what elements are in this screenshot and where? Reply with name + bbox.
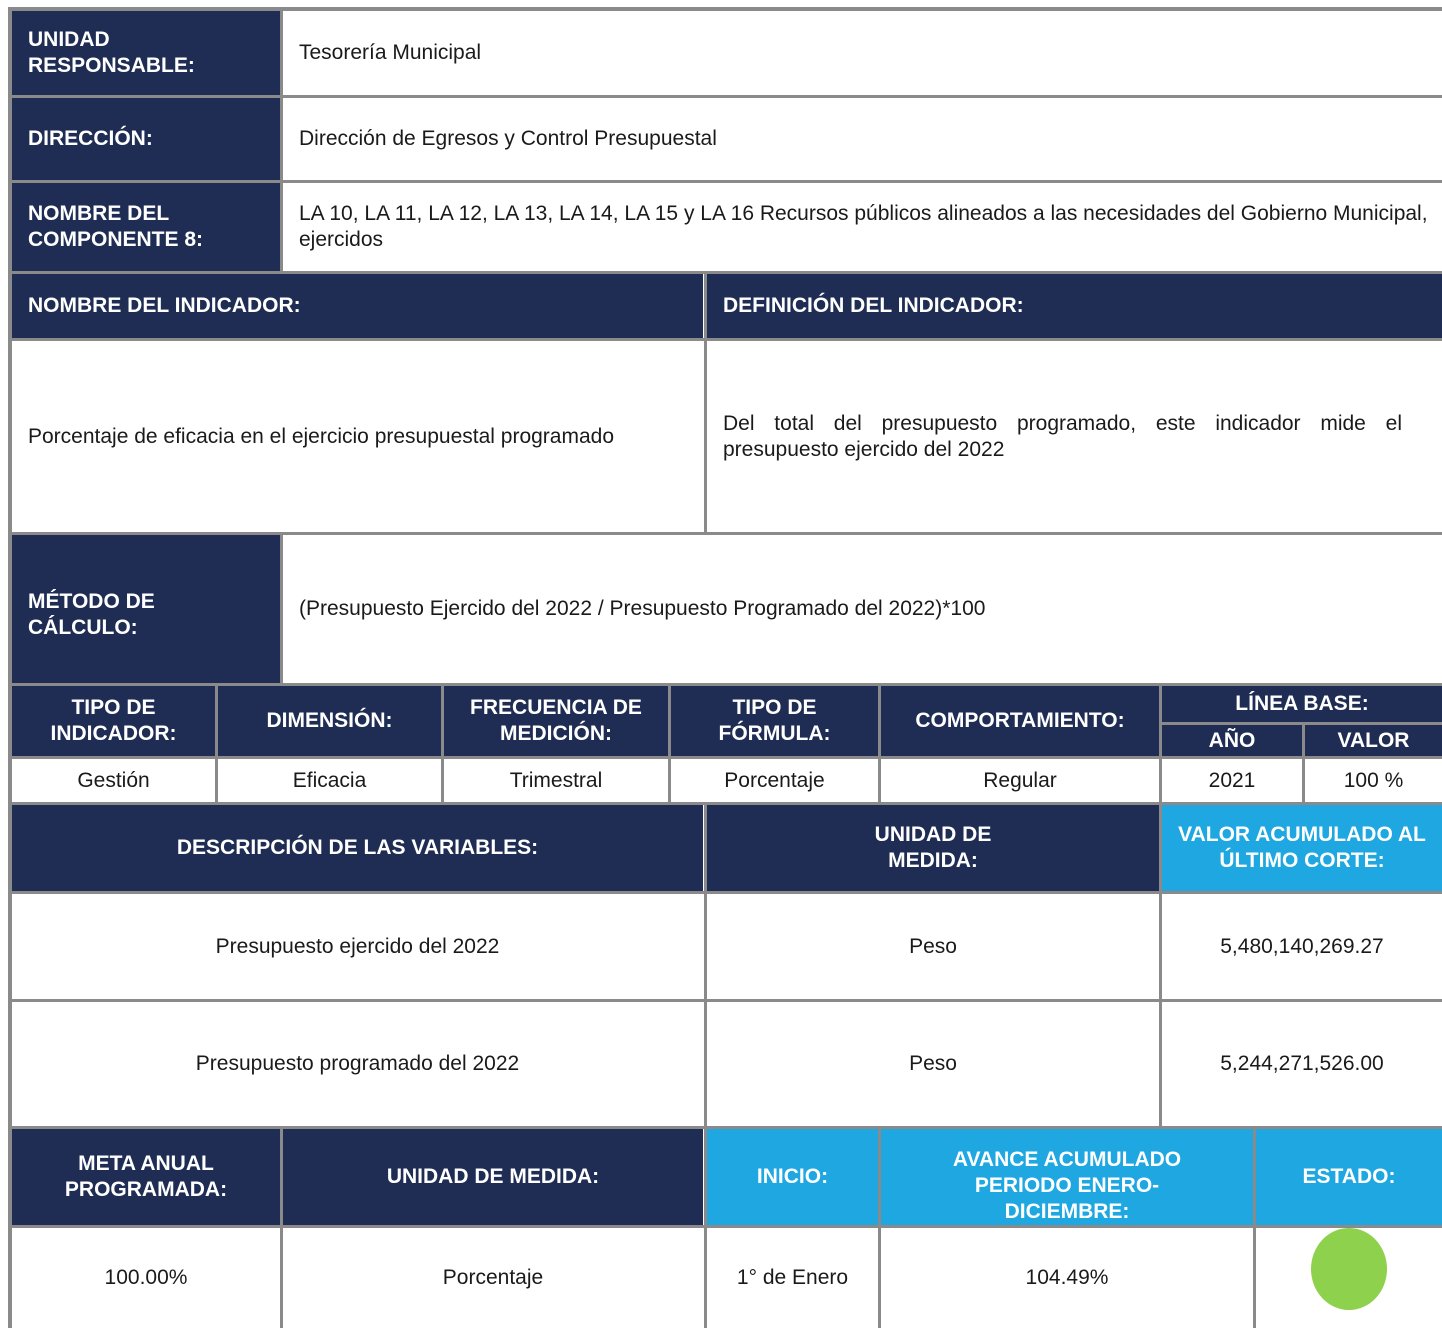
avance-acumulado-value — [881, 1228, 1253, 1328]
estado-header-text: ESTADO: — [1302, 1165, 1396, 1188]
grid-line — [8, 802, 1442, 805]
descripcion-variables-header-text: DESCRIPCIÓN DE LAS VARIABLES: — [176, 836, 539, 859]
variable-row-2-valor — [1162, 1002, 1442, 1126]
definicion-indicador-value — [707, 341, 1442, 532]
grid-line — [280, 1126, 283, 1328]
indicator-sheet — [8, 7, 1442, 1328]
grid-line — [1302, 722, 1305, 802]
unidad-medida-variables-header — [707, 805, 1159, 891]
frecuencia-header — [444, 686, 668, 756]
dimension-value — [218, 759, 441, 802]
grid-line — [1159, 722, 1442, 725]
grid-line — [280, 7, 283, 271]
nombre-indicador-text: Porcentaje de eficacia en el ejercicio presupuestal programado — [28, 424, 615, 448]
valor-header — [1305, 725, 1442, 756]
definicion-indicador-header — [707, 274, 1442, 338]
grid-line — [878, 1126, 881, 1328]
grid-line — [8, 891, 1442, 894]
variable-1-descripcion-text: Presupuesto ejercido del 2022 — [215, 934, 500, 958]
grid-top-line — [8, 7, 1442, 11]
meta-anual-value — [12, 1228, 280, 1328]
direccion-label-text: DIRECCIÓN: — [28, 127, 153, 150]
nombre-indicador-header-text: NOMBRE DEL INDICADOR: — [28, 294, 301, 317]
variable-row-2-descripcion — [12, 1002, 703, 1126]
componente-label-text: NOMBRE DEL COMPONENTE 8: — [28, 202, 204, 251]
valor-value-text: 100 % — [1343, 768, 1404, 792]
variable-row-2-unidad — [707, 1002, 1159, 1126]
variable-2-unidad-text: Peso — [909, 1052, 957, 1075]
dimension-value-text: Eficacia — [292, 768, 367, 792]
frecuencia-header-text: FRECUENCIA DE MEDICIÓN: — [470, 696, 642, 745]
unidad-medida-meta-header-text: UNIDAD DE MEDIDA: — [386, 1165, 600, 1188]
definicion-indicador-text: Del total del presupuesto programado, este indicador mide el presupuesto ejercido del 2022 — [723, 411, 1402, 461]
tipo-formula-header-text: TIPO DE FÓRMULA: — [718, 696, 831, 745]
nombre-indicador-header — [12, 274, 703, 338]
grid-line — [8, 756, 1442, 759]
tipo-formula-header — [671, 686, 878, 756]
comportamiento-header — [881, 686, 1159, 756]
unidad-responsable-value — [283, 11, 1442, 95]
grid-line — [215, 683, 218, 802]
unidad-medida-meta-header — [283, 1129, 703, 1225]
variable-2-valor-text: 5,244,271,526.00 — [1220, 1052, 1384, 1075]
grid-line — [8, 1225, 1442, 1228]
avance-acumulado-header — [881, 1129, 1253, 1225]
unidad-responsable-label-text: UNIDAD RESPONSABLE: — [28, 28, 195, 77]
grid-line — [8, 271, 1442, 274]
unidad-responsable-value-text: Tesorería Municipal — [299, 41, 482, 64]
grid-line — [8, 1126, 1442, 1129]
meta-anual-header-text: META ANUAL PROGRAMADA: — [64, 1152, 228, 1201]
comportamiento-value — [881, 759, 1159, 802]
nombre-indicador-value — [12, 341, 703, 532]
anio-value-text: 2021 — [1208, 768, 1256, 792]
status-indicator-dot — [1311, 1228, 1387, 1310]
grid-line — [280, 532, 283, 683]
variable-1-valor-text: 5,480,140,269.27 — [1220, 934, 1384, 958]
componente-label — [12, 183, 280, 271]
unidad-responsable-label — [12, 11, 280, 95]
estado-value — [1256, 1228, 1442, 1328]
metodo-value — [283, 535, 1442, 683]
inicio-value-text: 1° de Enero — [736, 1266, 849, 1289]
anio-value — [1162, 759, 1302, 802]
metodo-label-text: MÉTODO DE CÁLCULO: — [28, 590, 155, 639]
variable-1-unidad-text: Peso — [909, 934, 957, 958]
valor-acumulado-header — [1162, 805, 1442, 891]
meta-anual-value-text: 100.00% — [104, 1266, 188, 1289]
valor-acumulado-header-text: VALOR ACUMULADO AL ÚLTIMO CORTE: — [1178, 823, 1426, 872]
anio-header — [1162, 725, 1302, 756]
grid-line — [878, 683, 881, 802]
valor-value — [1305, 759, 1442, 802]
avance-acumulado-header-text: AVANCE ACUMULADO PERIODO ENERO-DICIEMBRE: — [952, 1148, 1182, 1223]
frecuencia-value-text: Trimestral — [509, 768, 603, 792]
grid-line — [8, 683, 1442, 686]
tipo-indicador-value — [12, 759, 215, 802]
definicion-indicador-header-text: DEFINICIÓN DEL INDICADOR: — [723, 294, 1024, 317]
descripcion-variables-header — [12, 805, 703, 891]
direccion-label — [12, 98, 280, 180]
estado-header — [1256, 1129, 1442, 1225]
linea-base-header — [1162, 686, 1442, 722]
unidad-medida-meta-value — [283, 1228, 703, 1328]
grid-line — [8, 532, 1442, 535]
grid-line — [8, 999, 1442, 1002]
grid-line — [704, 802, 707, 1126]
tipo-indicador-value-text: Gestión — [77, 768, 150, 792]
variable-2-descripcion-text: Presupuesto programado del 2022 — [195, 1052, 520, 1075]
unidad-medida-variables-header-text: UNIDAD DE MEDIDA: — [874, 823, 992, 872]
grid-line — [1253, 1126, 1256, 1328]
comportamiento-value-text: Regular — [983, 768, 1057, 792]
tipo-indicador-header-text: TIPO DE INDICADOR: — [50, 696, 177, 745]
grid-line — [8, 338, 1442, 341]
inicio-value — [707, 1228, 878, 1328]
direccion-value — [283, 98, 1442, 180]
linea-base-header-text: LÍNEA BASE: — [1235, 692, 1369, 715]
tipo-formula-value — [671, 759, 878, 802]
dimension-header — [218, 686, 441, 756]
componente-value-text: LA 10, LA 11, LA 12, LA 13, LA 14, LA 15 y LA 16 Recursos públicos alineados a las necesidades del Gobierno Municipal, ejercidos — [299, 202, 1428, 251]
variable-row-1-descripcion — [12, 894, 703, 999]
anio-header-text: AÑO — [1208, 728, 1256, 752]
variable-row-1-unidad — [707, 894, 1159, 999]
grid-line — [8, 180, 1442, 183]
grid-line — [8, 95, 1442, 98]
inicio-header — [707, 1129, 878, 1225]
direccion-value-text: Dirección de Egresos y Control Presupuestal — [299, 127, 717, 150]
frecuencia-value — [444, 759, 668, 802]
metodo-label — [12, 535, 280, 683]
grid-line — [668, 683, 671, 802]
metodo-value-text: (Presupuesto Ejercido del 2022 / Presupuesto Programado del 2022)*100 — [299, 597, 986, 620]
comportamiento-header-text: COMPORTAMIENTO: — [915, 709, 1125, 732]
unidad-medida-meta-value-text: Porcentaje — [442, 1266, 544, 1289]
dimension-header-text: DIMENSIÓN: — [266, 709, 393, 732]
grid-line — [704, 271, 707, 535]
avance-acumulado-value-text: 104.49% — [1025, 1266, 1109, 1289]
meta-anual-header — [12, 1129, 280, 1225]
tipo-indicador-header — [12, 686, 215, 756]
variable-row-1-valor — [1162, 894, 1442, 999]
valor-header-text: VALOR — [1337, 728, 1410, 752]
grid-line — [1159, 802, 1162, 1126]
inicio-header-text: INICIO: — [756, 1165, 829, 1188]
grid-line — [704, 1126, 707, 1328]
grid-line — [441, 683, 444, 802]
componente-value — [283, 183, 1442, 271]
grid-left-line — [8, 7, 12, 1328]
tipo-formula-value-text: Porcentaje — [724, 768, 825, 792]
grid-line — [1159, 683, 1162, 802]
